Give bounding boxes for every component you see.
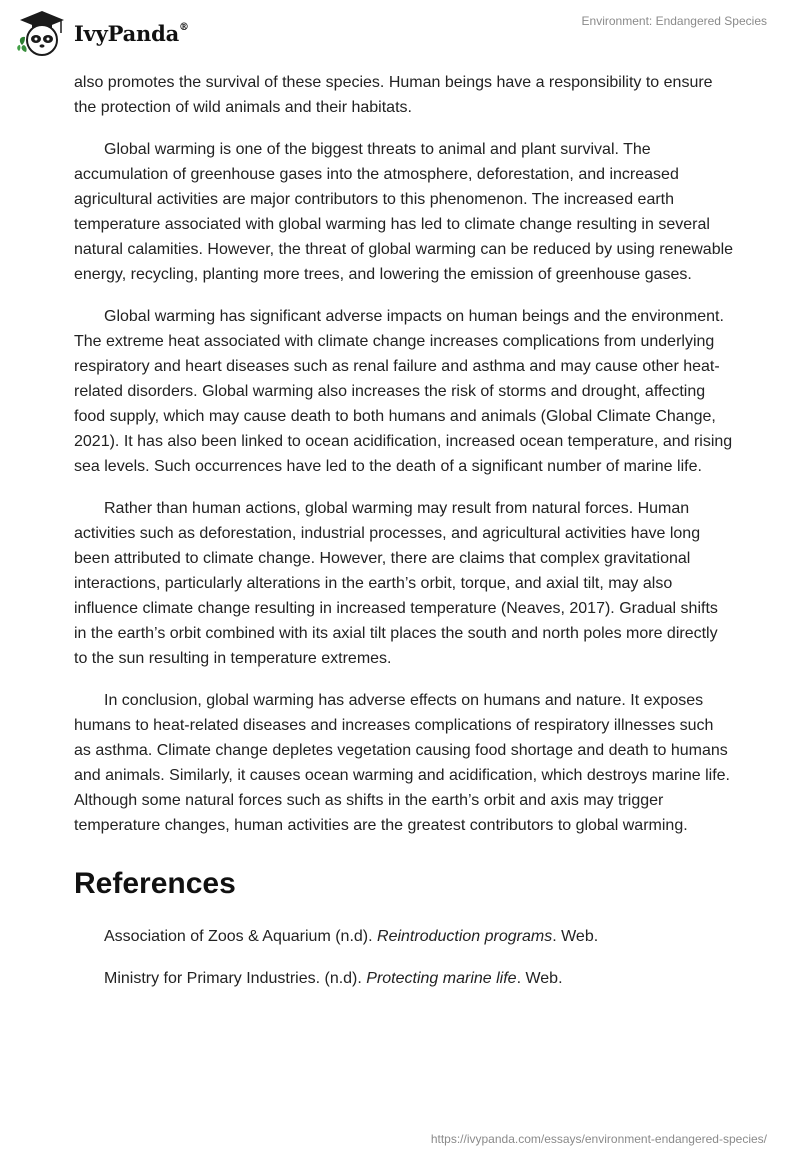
source-url[interactable]: https://ivypanda.com/essays/environment-endangered-species/ [430,1132,767,1146]
paragraph: In conclusion, global warming has adverse effects on humans and nature. It exposes humans to heat-related diseases and increases complications of respiratory illnesses such as asthma. Climate change depletes vegetation causing food shortage and death to humans and animals. Similarly, it causes ocean warming and acidification, which destroys marine life. Although some natural forces such as shifts in the earth’s orbit and axis may trigger temperature changes, human activities are the greatest contributors to global warming. [74,692,730,834]
paragraph: Global warming has significant adverse impacts on human beings and the environment. The extreme heat associated with climate change increases complications from underlying respiratory and heart diseases such as renal failure and asthma and may cause other heat-related disorders. Global warming also increases the risk of storms and drought, affecting food supply, which may cause death to both humans and animals (Global Climate Change, 2021). It has also been linked to ocean acidification, increased ocean temperature, and rising sea levels. Such occurrences have led to the death of a significant number of marine life. [74,308,733,475]
document-title: Environment: Endangered Species [581,14,767,28]
panda-graduation-icon [16,9,68,57]
page-header [0,0,800,70]
reference-title: Protecting marine life [366,970,517,987]
references-heading: References [74,867,236,900]
paragraph: Global warming is one of the biggest threats to animal and plant survival. The accumulation of greenhouse gases into the atmosphere, deforestation, and increased agricultural activities are major contributors to this phenomenon. The increased earth temperature associated with global warming has led to climate change resulting in several natural calamities. However, the threat of global warming can be reduced by using renewable energy, recycling, planting more trees, and lowering the emission of greenhouse gases. [74,141,734,283]
paragraph: Rather than human actions, global warming may result from natural forces. Human activities such as deforestation, industrial processes, and agricultural activities have long been attributed to climate change. However, there are claims that complex gravitational interactions, particularly alterations in the earth’s orbit, torque, and axial tilt, may also influence climate change resulting in increased temperature (Neaves, 2017). Gradual shifts in the earth’s orbit combined with its axial tilt places the south and north poles more directly to the sun resulting in temperature extremes. [74,500,718,667]
ivypanda-logo[interactable] [16,9,189,57]
reference-item: Association of Zoos & Aquarium (n.d). Reintroduction programs. Web. [104,928,599,945]
essay-body [74,70,734,1008]
logo-wordmark: IvyPanda® [74,20,189,46]
reference-title: Reintroduction programs [377,928,553,945]
reference-item: Ministry for Primary Industries. (n.d). Protecting marine life. Web. [104,970,563,987]
paragraph: also promotes the survival of these species. Human beings have a responsibility to ensure the protection of wild animals and their habitats. [74,74,713,116]
